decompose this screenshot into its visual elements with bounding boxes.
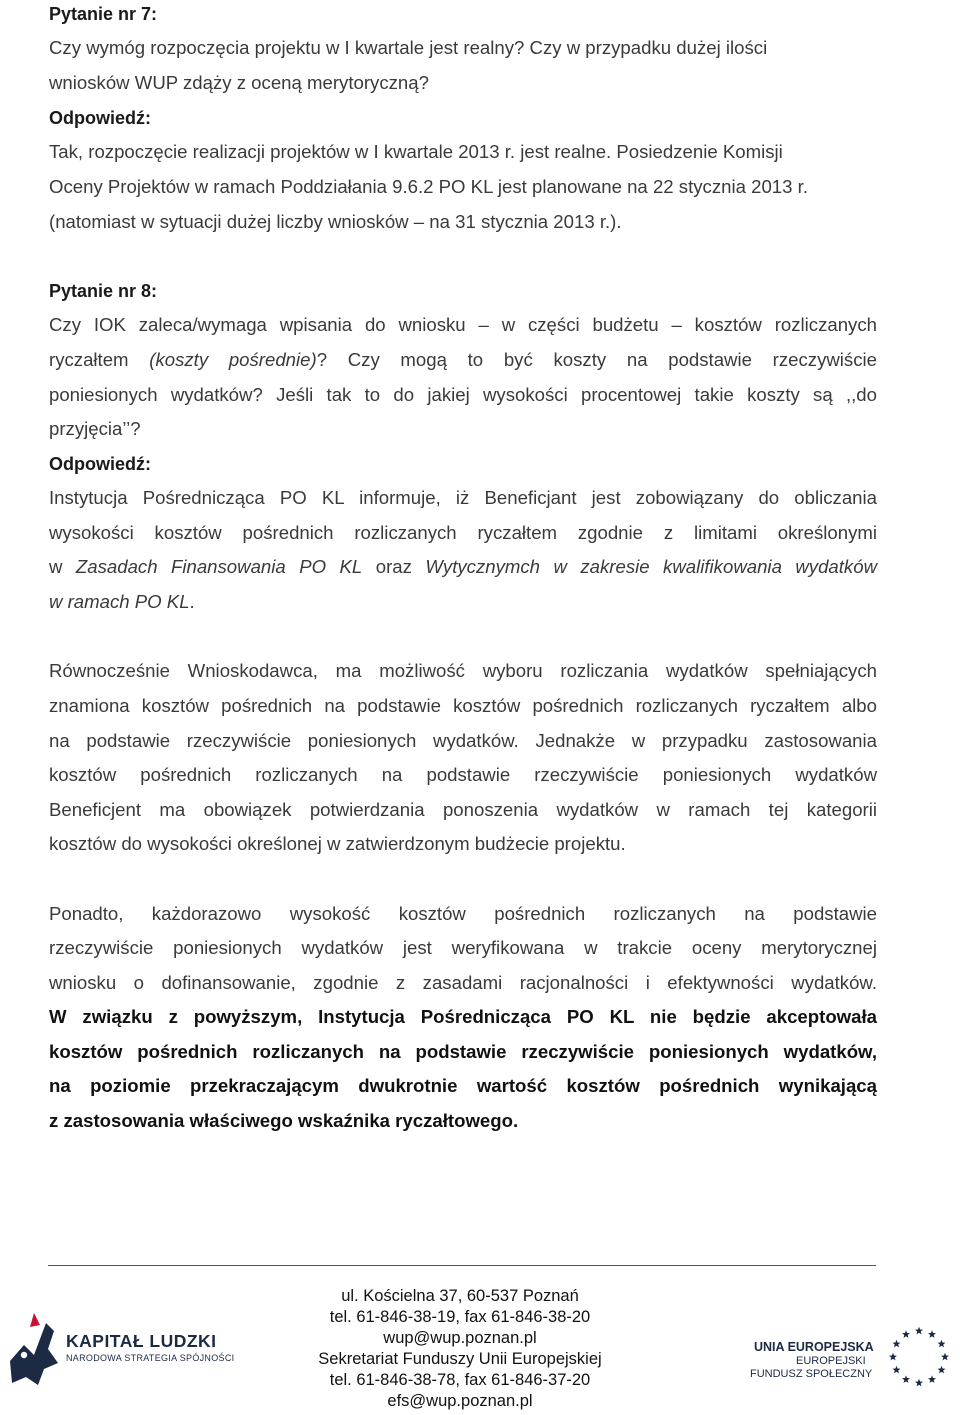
footer-address: ul. Kościelna 37, 60-537 Poznań [341, 1287, 579, 1305]
q8-p3-bold-line-2: kosztów pośrednich rozliczanych na podstawie rzeczywiście poniesionych wydatków, [49, 1041, 877, 1062]
eu-star-icon [889, 1353, 897, 1361]
q8-p2-line-1: Równocześnie Wnioskodawca, ma możliwość wyboru rozliczania wydatków spełniających [49, 660, 877, 681]
q8-p1-line-1: Instytucja Pośrednicząca PO KL informuje, iż Beneficjant jest zobowiązany do obliczania [49, 487, 877, 508]
q8-question-text: ryczałtem [49, 349, 150, 370]
q8-p3-line-3: wniosku o dofinansowanie, zgodnie z zasadami racjonalności i efektywności wydatków. [49, 972, 877, 993]
footer-divider [48, 1265, 876, 1266]
footer-secretariat: Sekretariat Funduszy Unii Europejskiej [318, 1350, 602, 1368]
q8-question-text: ? Czy mogą to być koszty na podstawie rzeczywiście [316, 349, 877, 370]
q8-question-line-3: poniesionych wydatków? Jeśli tak to do jakiej wysokości procentowej takie koszty są ,,do [49, 384, 877, 405]
footer-email-2: efs@wup.poznan.pl [387, 1392, 533, 1410]
q8-p1-line-3 [49, 555, 877, 579]
footer-contact [300, 1286, 620, 1412]
eu-star-icon [892, 1366, 900, 1374]
eu-star-icon [902, 1330, 910, 1338]
q8-p3-line-1: Ponadto, każdorazowo wysokość kosztów pośrednich rozliczanych na podstawie [49, 903, 877, 924]
q8-p1-text: w [49, 556, 76, 577]
q7-label: Pytanie nr 7: [49, 4, 158, 24]
eu-star-icon [938, 1366, 946, 1374]
q8-p1-text: oraz [362, 556, 426, 577]
q8-p1-text: . [189, 591, 195, 612]
q8-question-italic: (koszty pośrednie) [149, 349, 317, 370]
q8-p2-line-4: kosztów pośrednich rozliczanych na podstawie rzeczywiście poniesionych wydatków [49, 764, 877, 785]
q8-p2-line-3: na podstawie rzeczywiście poniesionych wydatków. Jednakże w przypadku zastosowania [49, 730, 877, 751]
q8-p1-line-4 [49, 590, 877, 614]
q8-question-line-1: Czy IOK zaleca/wymaga wpisania do wniosku – w części budżetu – kosztów rozliczanych [49, 314, 877, 335]
q8-label: Pytanie nr 8: [49, 281, 158, 301]
eu-star-icon [938, 1340, 946, 1348]
q8-question-line-2 [49, 348, 877, 372]
footer-phone-2: tel. 61-846-38-78, fax 61-846-37-20 [329, 1371, 591, 1389]
q8-p1-italic: Wytycznymch w zakresie kwalifikowania wydatków [425, 556, 877, 577]
q8-p1-italic: w ramach PO KL [49, 591, 190, 612]
kapital-ludzki-title: KAPITAŁ LUDZKI [66, 1331, 217, 1351]
q8-p3-line-2: rzeczywiście poniesionych wydatków jest weryfikowana w trakcie oceny merytorycznej [49, 937, 877, 958]
q8-p2-line-5: Beneficjent ma obowiązek potwierdzania ponoszenia wydatków w ramach tej kategorii [49, 799, 877, 820]
eu-logo-line-1: UNIA EUROPEJSKA [754, 1340, 874, 1354]
q8-p3-bold-line-1: W związku z powyższym, Instytucja Pośrednicząca PO KL nie będzie akceptowała [49, 1006, 877, 1027]
q7-question-line-1: Czy wymóg rozpoczęcia projektu w I kwartale jest realny? Czy w przypadku dużej ilości [49, 37, 768, 58]
eu-star-icon [928, 1375, 936, 1383]
eu-star-icon [892, 1340, 900, 1348]
kapital-ludzki-logo [4, 1305, 234, 1405]
eu-star-icon [928, 1330, 936, 1338]
q7-answer-label: Odpowiedź: [49, 108, 151, 128]
q8-p2-line-6: kosztów do wysokości określonej w zatwierdzonym budżecie projektu. [49, 833, 626, 854]
eu-logo-line-2: EUROPEJSKI [796, 1355, 866, 1367]
eu-star-icon [902, 1375, 910, 1383]
q7-answer-line-1: Tak, rozpoczęcie realizacji projektów w I kwartale 2013 r. jest realne. Posiedzenie Komisji [49, 141, 783, 162]
q7-answer-line-3: (natomiast w sytuacji dużej liczby wniosków – na 31 stycznia 2013 r.). [49, 211, 622, 232]
eu-star-icon [941, 1353, 949, 1361]
q8-p1-italic: Zasadach Finansowania PO KL [75, 556, 363, 577]
eu-logo-line-3: FUNDUSZ SPOŁECZNY [750, 1368, 873, 1380]
q8-p3-bold-line-4: z zastosowania właściwego wskaźnika ryczałtowego. [49, 1110, 519, 1131]
kapital-ludzki-subtitle: NARODOWA STRATEGIA SPÓJNOŚCI [66, 1353, 235, 1363]
q8-p2-line-2: znamiona kosztów pośrednich na podstawie kosztów pośrednich rozliczanych ryczałtem albo [49, 695, 877, 716]
footer-email-1: wup@wup.poznan.pl [383, 1329, 537, 1347]
footer-phone-1: tel. 61-846-38-19, fax 61-846-38-20 [329, 1308, 591, 1326]
q8-p3-bold-line-3: na poziomie przekraczającym dwukrotnie wartość kosztów pośrednich wynikającą [49, 1075, 877, 1096]
q7-answer-line-2: Oceny Projektów w ramach Poddziałania 9.6.2 PO KL jest planowane na 22 stycznia 2013 r. [49, 176, 808, 197]
q8-question-line-4: przyjęcia’’? [49, 418, 141, 439]
eu-stars-flag-icon [884, 1322, 954, 1392]
eu-logo [746, 1318, 956, 1398]
kapital-ludzki-emblem-icon [4, 1309, 64, 1399]
q7-question-line-2: wniosków WUP zdąży z oceną merytoryczną? [49, 72, 429, 93]
q8-p1-line-2: wysokości kosztów pośrednich rozliczanych ryczałtem zgodnie z limitami określonymi [49, 522, 877, 543]
eu-star-icon [915, 1327, 923, 1335]
q8-answer-label: Odpowiedź: [49, 454, 151, 474]
eu-star-icon [915, 1379, 923, 1387]
